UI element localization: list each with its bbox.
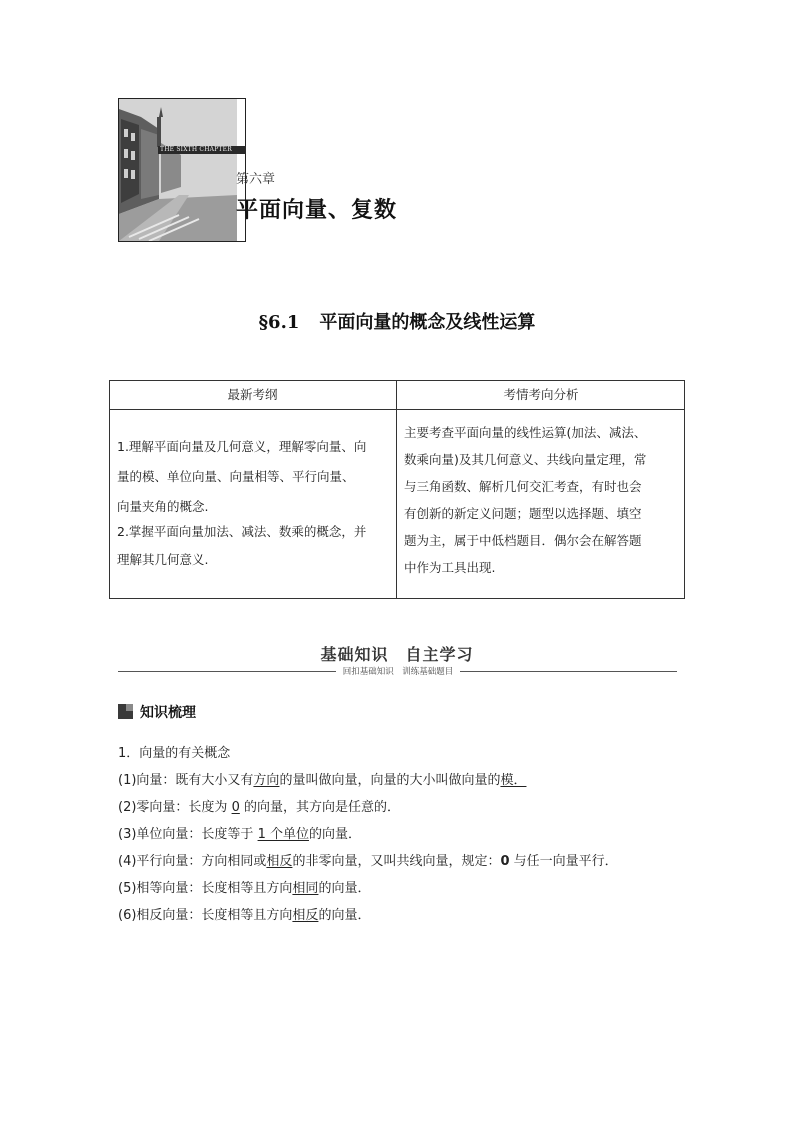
band-title: 基础知识 自主学习 [320, 645, 474, 664]
table-left-line: 1.理解平面向量及几何意义，理解零向量、向 [117, 439, 367, 454]
item-answer: 相反 [292, 908, 319, 923]
table-header-syllabus: 最新考纲 [227, 387, 278, 402]
table-header-analysis: 考情考向分析 [503, 387, 579, 402]
section-title-text: 平面向量的概念及线性运算 [319, 312, 536, 333]
item-text: (2)零向量：长度为 [118, 800, 232, 815]
item-text: 的向量． [318, 908, 371, 923]
band-divider-left [118, 671, 336, 672]
table-right-line: 数乘向量)及其几何意义、共线向量定理，常 [404, 452, 647, 467]
table-left-line: 2.掌握平面向量加法、减法、数乘的概念，并 [117, 524, 367, 539]
table-right-line: 题为主，属于中低档题目．偶尔会在解答题 [404, 533, 642, 548]
list-item [118, 823, 361, 842]
item-answer: 1 个单位 [257, 827, 309, 842]
table-left-line: 量的模、单位向量、向量相等、平行向量、 [117, 469, 355, 484]
table-right-line: 中作为工具出现. [404, 560, 496, 575]
item-text: 的向量，其方向是任意的． [239, 800, 400, 815]
item-answer: 0 [231, 800, 240, 815]
list-item [118, 904, 370, 923]
list-item [118, 850, 618, 869]
item-text: 的量叫做向量，向量的大小叫做向量的 [279, 773, 501, 788]
table-right-line: 与三角函数、解析几何交汇考查，有时也会 [404, 479, 642, 494]
section-title [0, 308, 794, 334]
item-answer: 相同 [292, 881, 319, 896]
chapter-banner-text: THE SIXTH CHAPTER [160, 146, 232, 153]
knowledge-title: 知识梳理 [140, 705, 196, 721]
item-text: 的向量． [318, 881, 371, 896]
item-text: (4)平行向量：方向相同或 [118, 854, 267, 869]
list-item [118, 877, 370, 896]
table-left-line: 理解其几何意义. [117, 552, 209, 567]
square-badge-icon [118, 704, 133, 719]
list-item [118, 769, 526, 788]
section-number: §6.1 [258, 312, 300, 333]
item-answer: 模． [500, 773, 527, 788]
table-left-line: 向量夹角的概念. [117, 499, 209, 514]
item-text: (3)单位向量：长度等于 [118, 827, 258, 842]
chapter-number: 第六章 [236, 172, 276, 187]
table-right-line: 有创新的新定义问题；题型以选择题、填空 [404, 506, 642, 521]
item-text: (6)相反向量：长度相等且方向 [118, 908, 293, 923]
chapter-title: 平面向量、复数 [236, 198, 398, 223]
item-text: (1)向量：既有大小又有 [118, 773, 254, 788]
table-divider-vertical [396, 380, 397, 599]
table-right-line: 主要考查平面向量的线性运算(加法、减法、 [404, 425, 647, 440]
knowledge-heading: 1．向量的有关概念 [118, 746, 231, 761]
list-item [118, 796, 400, 815]
item-text: 的向量． [308, 827, 361, 842]
zero-vector-symbol: 0 [500, 854, 510, 869]
item-text: (5)相等向量：长度相等且方向 [118, 881, 293, 896]
item-text: 与任一向量平行． [509, 854, 618, 869]
band-divider-right [460, 671, 677, 672]
table-divider-horizontal [109, 409, 685, 410]
band-subtitle: 回扣基础知识 训练基础题目 [342, 667, 454, 677]
item-answer: 方向 [253, 773, 280, 788]
item-text: 的非零向量，又叫共线向量，规定： [292, 854, 501, 869]
chapter-street-image [119, 99, 237, 241]
item-answer: 相反 [266, 854, 293, 869]
